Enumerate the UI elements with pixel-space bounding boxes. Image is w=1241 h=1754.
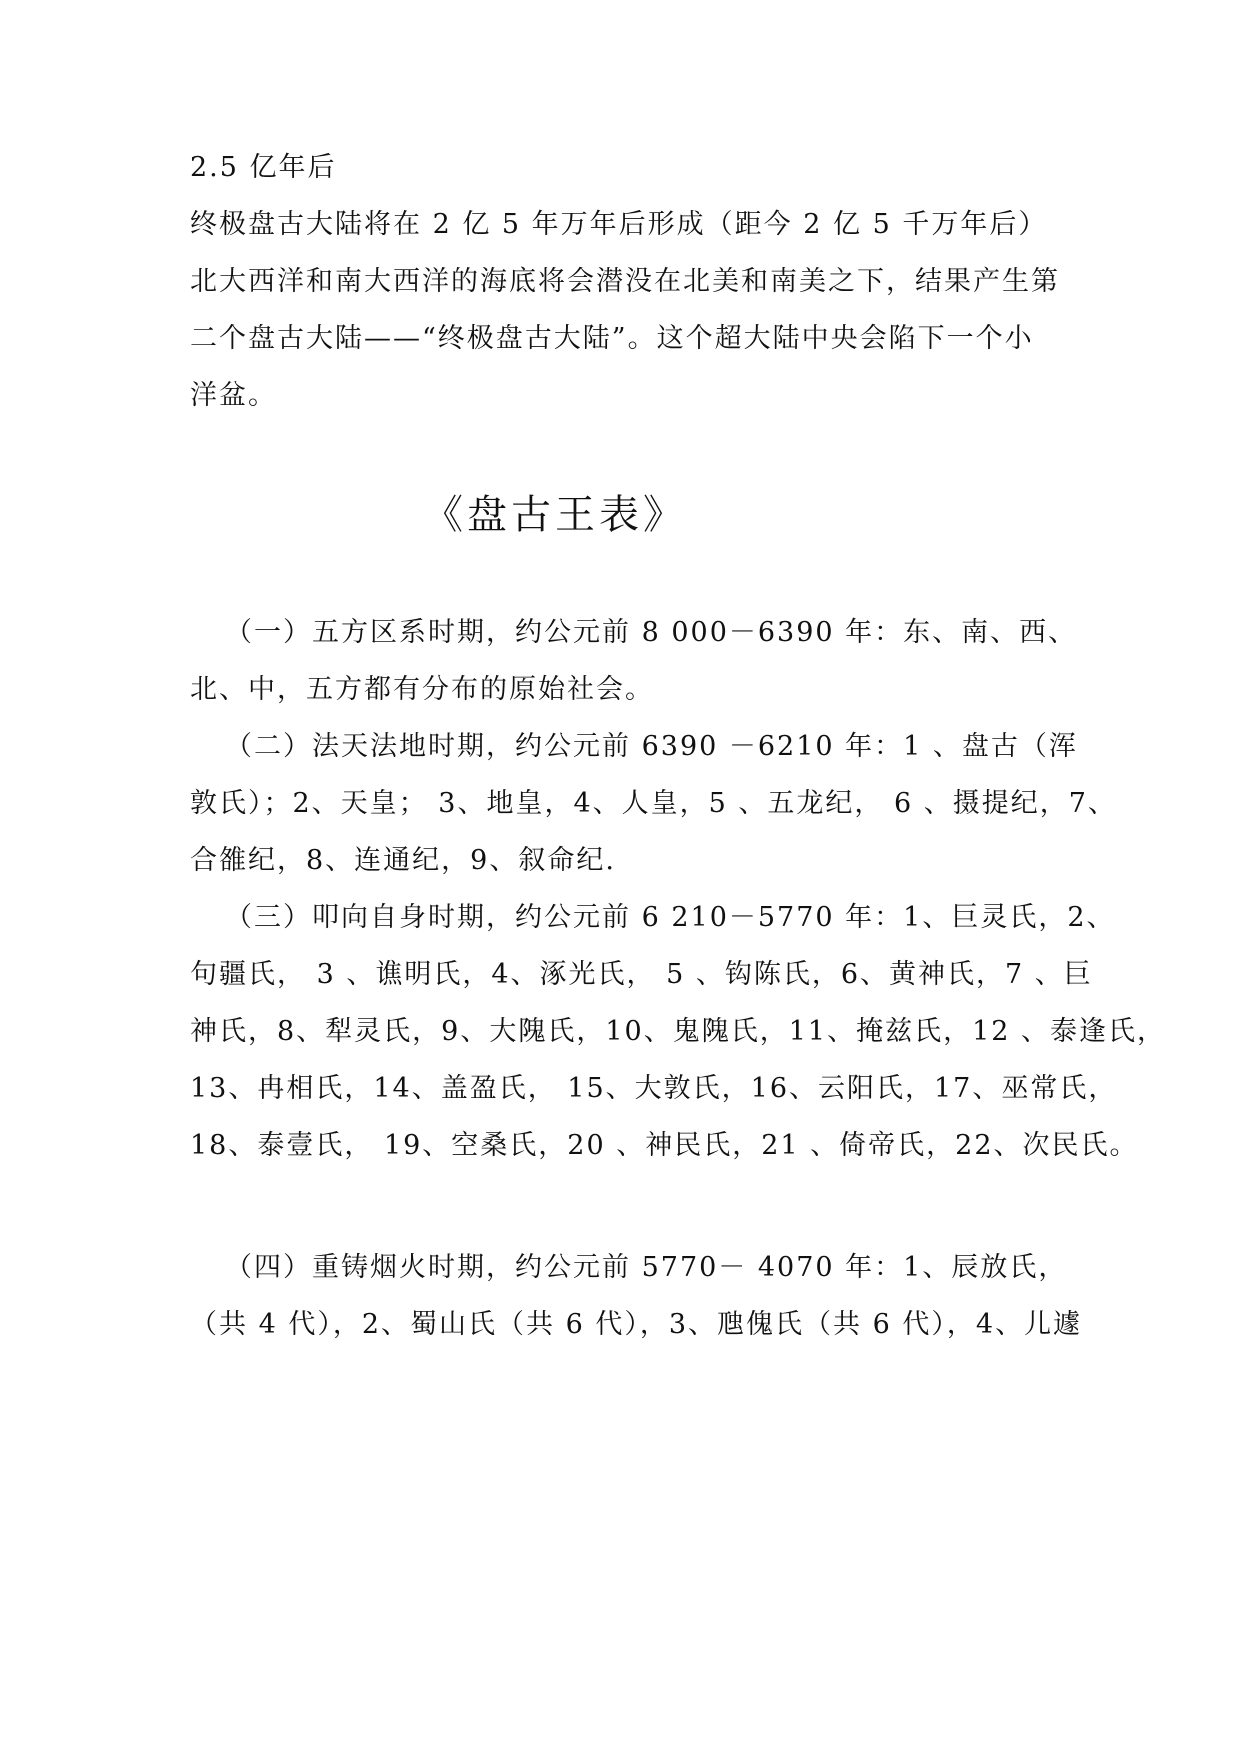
section-1-line: 北、中，五方都有分布的原始社会。 — [190, 674, 654, 705]
section-2-line: 合雒纪，8、连通纪，9、叙命纪. — [190, 845, 616, 876]
intro-paragraph-line: 北大西洋和南大西洋的海底将会潜没在北美和南美之下，结果产生第 — [190, 266, 1060, 297]
section-2-line: 敦氏）；2、天皇； 3、地皇，4、人皇，5 、五龙纪， 6 、摄提纪，7、 — [190, 788, 1117, 819]
section-3-line: （三）叩向自身时期，约公元前 6 210－5770 年：1、巨灵氏，2、 — [225, 902, 1116, 933]
document-title: 《盘古王表》 — [423, 492, 687, 538]
section-3-line: 句疆氏， 3 、谯明氏，4、涿光氏， 5 、钩陈氏，6、黄神氏，7 、巨 — [190, 959, 1093, 990]
section-4-line: （四）重铸烟火时期，约公元前 5770－ 4070 年：1、辰放氏， — [225, 1252, 1068, 1283]
intro-heading: 2.5 亿年后 — [190, 152, 337, 183]
intro-summary: 终极盘古大陆将在 2 亿 5 年万年后形成（距今 2 亿 5 千万年后） — [190, 209, 1048, 240]
section-3-line: 13、冉相氏，14、盖盈氏， 15、大敦氏，16、云阳氏，17、巫常氏， — [190, 1073, 1118, 1104]
section-2-line: （二）法天法地时期，约公元前 6390 －6210 年：1 、盘古（浑 — [225, 731, 1078, 762]
intro-paragraph-line: 洋盆。 — [190, 380, 277, 411]
section-1-line: （一）五方区系时期，约公元前 8 000－6390 年：东、南、西、 — [225, 617, 1078, 648]
section-4-line: （共 4 代），2、蜀山氏（共 6 代），3、虺傀氏（共 6 代），4、儿遽 — [190, 1309, 1083, 1340]
section-3-line: 神氏，8、犁灵氏，9、大隗氏，10、鬼隗氏，11、掩兹氏，12 、泰逢氏， — [190, 1016, 1167, 1047]
intro-paragraph-line: 二个盘古大陆——“终极盘古大陆”。这个超大陆中央会陷下一个小 — [190, 323, 1034, 354]
section-3-line: 18、泰壹氏， 19、空桑氏，20 、神民氏，21 、倚帝氏，22、次民氏。 — [190, 1130, 1139, 1161]
